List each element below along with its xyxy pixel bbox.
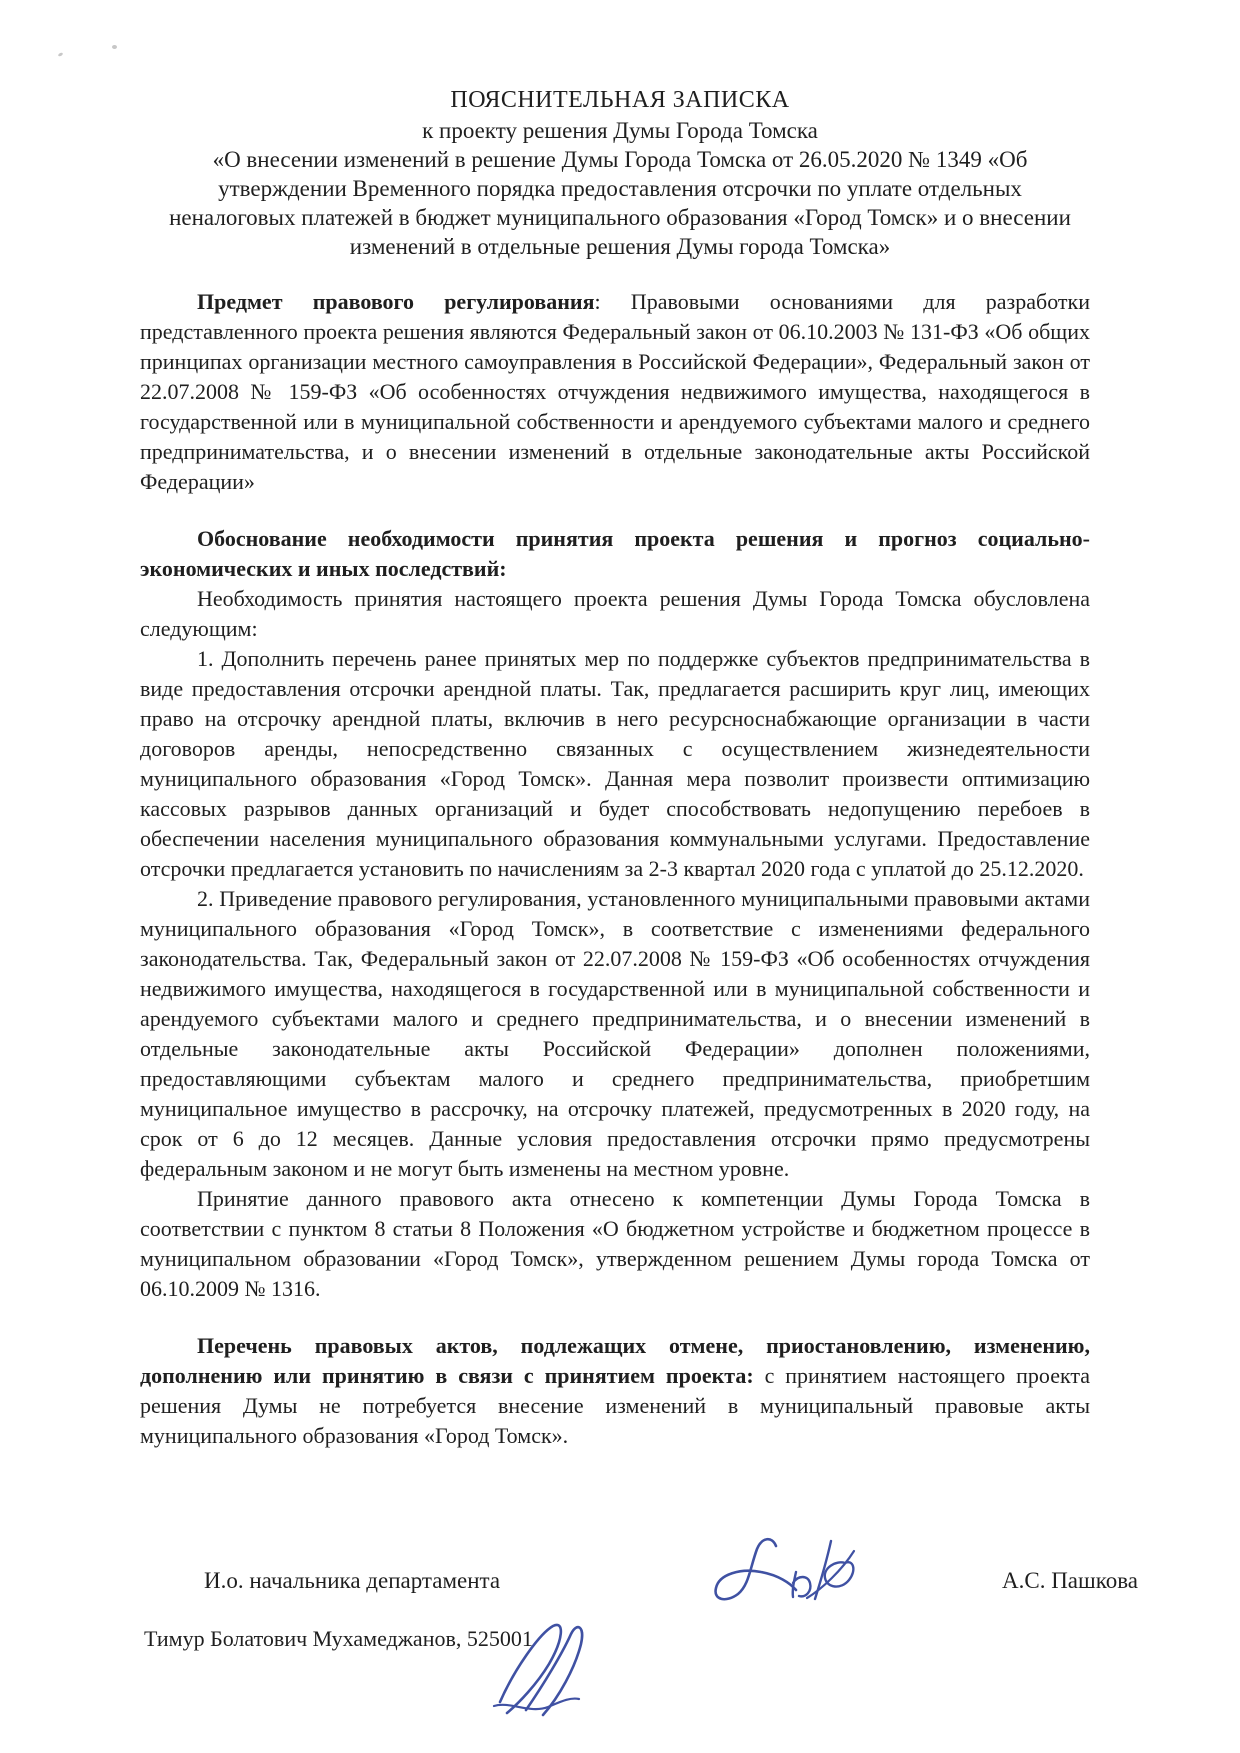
document-body <box>140 287 1090 1451</box>
document-subject-line: утверждении Временного порядка предоставления отсрочки по уплате отдельных <box>218 176 1022 201</box>
paragraph-bold-lead: Обоснование необходимости принятия проекта решения и прогноз социально-экономических и иных последствий: <box>140 526 1090 581</box>
document-subject-line: изменений в отдельные решения Думы города Томска» <box>349 234 891 259</box>
signature-ink-mukhamedzhanov <box>490 1618 602 1724</box>
paragraph-text: с принятием настоящего проекта решения Думы не потребуется внесение изменений в муниципальный правовые акты муниципального образования «Город Томск». <box>140 1363 1091 1448</box>
paragraph-text: Принятие данного правового акта отнесено к компетенции Думы Города Томска в соответствии с пунктом 8 статьи 8 Положения «О бюджетном устройстве и бюджетном процессе в муниципальном образовании «Город Томск», утвержденном решением Думы города Томска от 06.10.2009 № 1316. <box>140 1186 1090 1301</box>
paragraph-list-of-acts <box>140 1331 1090 1451</box>
scan-speck <box>112 45 117 49</box>
document-header <box>0 0 1240 261</box>
paragraph-bold-lead: Предмет правового регулирования <box>197 289 595 314</box>
document-subject-line: неналоговых платежей в бюджет муниципального образования «Город Томск» и о внесении <box>169 205 1071 230</box>
signer-name: А.С. Пашкова <box>1002 1568 1139 1593</box>
signature-ink-pashkova <box>710 1532 860 1624</box>
paragraph-competence <box>140 1184 1090 1304</box>
document-subtitle: к проекту решения Думы Города Томска <box>422 118 818 143</box>
paragraph-text: Необходимость принятия настоящего проекта решения Думы Города Томска обусловлена следующим: <box>140 586 1090 641</box>
paragraph-bold-lead: Перечень правовых актов, подлежащих отмене, приостановлению, изменению, дополнению или принятию в связи с принятием проекта: <box>140 1333 1090 1388</box>
paragraph-text: 1. Дополнить перечень ранее принятых мер по поддержке субъектов предпринимательства в виде предоставления отсрочки арендной платы. Так, предлагается расширить круг лиц, имеющих право на отсрочку арендной платы, включив в него ресурсноснабжающие организации в части договоров аренды, непосредственно связанных с осуществлением жизнедеятельности муниципального образования «Город Томск». Данная мера позволит произвести оптимизацию кассовых разрывов данных организаций и будет способствовать недопущению перебоев в обеспечении населения муниципального образования коммунальными услугами. Предоставление отсрочки предлагается установить по начислениям за 2-3 квартал 2020 года с уплатой до 25.12.2020. <box>140 646 1090 881</box>
paragraph-text: 2. Приведение правового регулирования, установленного муниципальными правовыми актами муниципального образования «Город Томск», в соответствие с изменениями федерального законодательства. Так, Федеральный закон от 22.07.2008 № 159-ФЗ «Об особенностях отчуждения недвижимого имущества, находящегося в государственной или в муниципальной собственности и арендуемого субъектами малого и среднего предпринимательства, и о внесении изменений в отдельные законодательные акты Российской Федерации» дополнен положениями, предоставляющими субъектам малого и среднего предпринимательства, приобретшим муниципальное имущество в рассрочку, на отсрочку платежей, предусмотренных в 2020 году, на срок от 6 до 12 месяцев. Данные условия предоставления отсрочки прямо предусмотрены федеральным законом и не могут быть изменены на местном уровне. <box>140 886 1090 1181</box>
paragraph-item-2 <box>140 884 1090 1184</box>
paragraph-justification-heading <box>140 524 1090 584</box>
paragraph-subject-of-regulation <box>140 287 1090 497</box>
paragraph-text: : Правовыми основаниями для разработки представленного проекта решения являются Федеральный закон от 06.10.2003 № 131-ФЗ «Об общих принципах организации местного самоуправления в Российской Федерации», Федеральный закон от 22.07.2008 № 159-ФЗ «Об особенностях отчуждения недвижимого имущества, находящегося в государственной или в муниципальной собственности и арендуемого субъектами малого и среднего предпринимательства, и о внесении изменений в отдельные законодательные акты Российской Федерации» <box>140 289 1090 494</box>
document-subject-line: «О внесении изменений в решение Думы Города Томска от 26.05.2020 № 1349 «Об <box>212 147 1028 172</box>
signer-position-label: И.о. начальника департамента <box>204 1568 501 1593</box>
paragraph-necessity <box>140 584 1090 644</box>
paragraph-item-1 <box>140 644 1090 884</box>
executor-name: Тимур Болатович Мухамеджанов, 525001 <box>144 1626 533 1651</box>
document-title: ПОЯСНИТЕЛЬНАЯ ЗАПИСКА <box>450 87 790 113</box>
